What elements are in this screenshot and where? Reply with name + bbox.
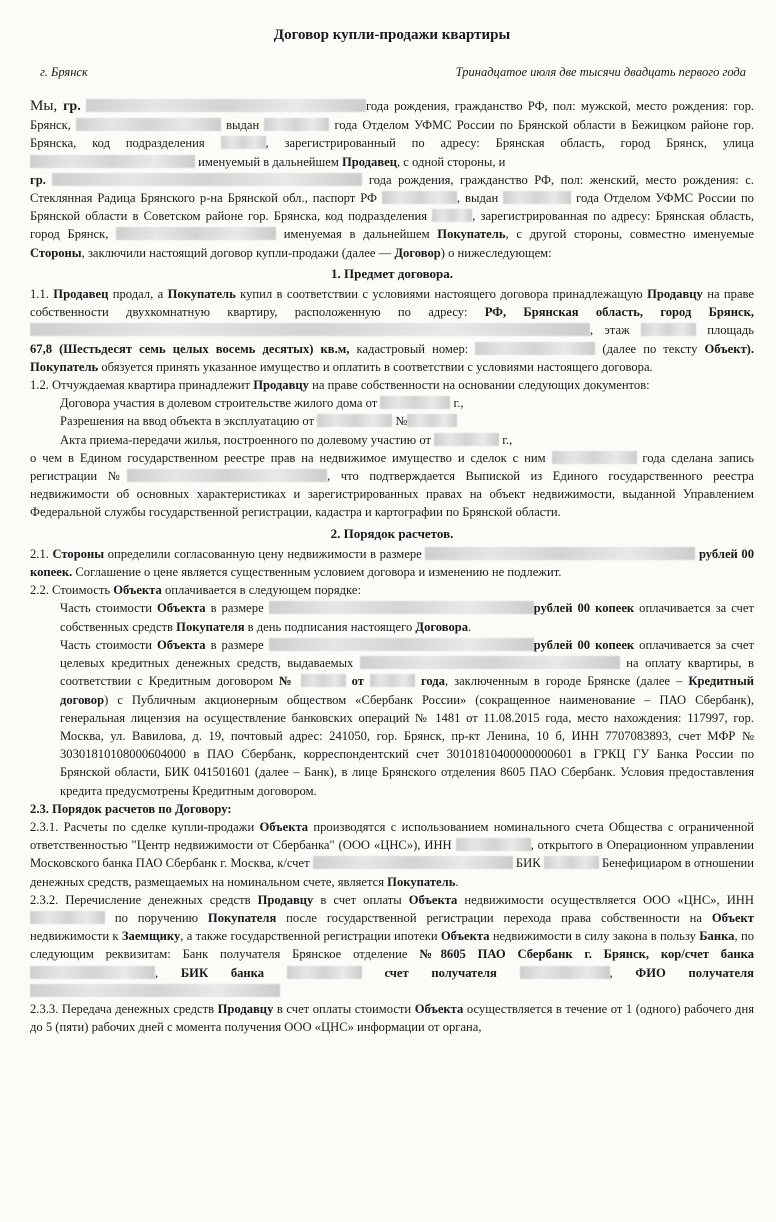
redacted-field — [370, 674, 415, 687]
redacted-field — [382, 191, 457, 204]
redacted-field — [86, 99, 366, 112]
paragraph-2-3-1: 2.3.1. Расчеты по сделке купли-продажи Объекта производятся с использованием номинального счета Общества с ограниченной ответственностью "Центр недвижимости от Сбербанка" (ООО «ЦНС»), ИНН , открытого в Операционном управлении Московского банка ПАО Сбербанк г. Москва, к/счет БИК Бенефициаром в отношении денежных средств, размещаемых на номинальном счете, является Покупатель. — [30, 819, 755, 889]
redacted-field — [30, 155, 195, 168]
section-heading-2-3: 2.3. Порядок расчетов по Договору: — [30, 801, 232, 816]
paragraph-2-3-2: 2.3.2. Перечисление денежных средств Продавцу в счет оплаты Объекта недвижимости осуществляется ООО «ЦНС», ИНН по поручению Покупателя после государственной регистрации перехода права собственности на Объект недвижимости к Заемщику, а также государственной регистрации ипотеки Объекта недвижимости в силу закона в пользу Банка, по следующим реквизитам: Банк получателя Брянское отделение №8605 ПАО Сбербанк г. Брянск, кор/счет банка , БИК банка счет получателя , ФИО получателя — [30, 891, 754, 1000]
paragraph-parties-buyer: гр. года рождения, гражданство РФ, пол: женский, место рождения: с. Стеклянная Радица Брянского р-на Брянской обл., паспорт РФ , выдан года Отделом УФМС России по Брянской области в Советском районе гор. Брянска, код подразделения , зарегистрированная по адресу: Брянская область, город Брянск, именуемая в дальнейшем Покупатель, с другой стороны, совместно именуемые Стороны, заключили настоящий договор купли-продажи (далее — Договор) о нижеследующем: — [30, 172, 754, 260]
redacted-field — [264, 118, 329, 131]
paragraph-2-1: 2.1. Стороны определили согласованную цену недвижимости в размере рублей 00 копеек. Соглашение о цене является существенным условием договора и изменению не подлежит. — [30, 546, 754, 580]
contract-date: Тринадцатое июля две тысячи двадцать первого года — [455, 65, 746, 79]
redacted-field — [221, 136, 266, 149]
redacted-field — [269, 601, 534, 614]
redacted-field — [432, 209, 472, 222]
redacted-field — [30, 323, 590, 336]
redacted-field — [360, 656, 620, 669]
payment-own-funds: Часть стоимости Объекта в размере рублей 00 копеек оплачивается за счет собственных средств Покупателя в день подписания настоящего Договора. — [60, 601, 754, 634]
city: г. Брянск — [40, 65, 88, 79]
section-heading-2: 2. Порядок расчетов. — [330, 525, 454, 541]
redacted-field — [317, 414, 392, 427]
redacted-field — [475, 342, 595, 355]
redacted-field — [30, 984, 280, 997]
redacted-field — [30, 966, 155, 979]
place-date-line — [30, 65, 754, 80]
redacted-field — [30, 911, 105, 924]
redacted-field — [287, 966, 362, 979]
paragraph-2-2: 2.2. Стоимость Объекта оплачивается в следующем порядке: — [30, 583, 361, 598]
paragraph-parties-seller: Мы, гр. года рождения, гражданство РФ, пол: мужской, место рождения: гор. Брянск, выдан года Отделом УФМС России по Брянской области в Бежицком районе гор. Брянска, код подразделения , зарегистрированный по адресу: Брянская область, город Брянск, улица именуемый в дальнейшем Продавец, с одной стороны, и — [30, 98, 755, 169]
paragraph-1-2-registry: о чем в Едином государственном реестре прав на недвижимое имущество и сделок с ним года сделана запись регистрации № , что подтверждается Выпиской из Единого государственного реестра недвижимости об основных характеристиках и зарегистрированных правах на объект недвижимости, выданной Управлением Федеральной службы государственной регистрации, кадастра и картографии по Брянской области. — [30, 450, 754, 520]
redacted-field — [407, 414, 457, 427]
redacted-field — [544, 856, 599, 869]
section-heading-1: 1. Предмет договора. — [330, 265, 454, 281]
redacted-field — [52, 173, 362, 186]
payment-credit-funds: Часть стоимости Объекта в размере рублей 00 копеек оплачивается за счет целевых кредитных денежных средств, выдаваемых на оплату квартиры, в соответствии с Кредитным договором № от года, заключенным в городе Брянске (далее – Кредитный договор) с Публичным акционерным обществом «Сбербанк России» (сокращенное наименование – ПАО Сбербанк), генеральная лицензия на осуществление банковских операций № 1481 от 11.08.2015 года, место нахождения: 117997, гор. Москва, ул. Вавилова, д. 19, почтовый адрес: 241050, гор. Брянск, пр-кт Ленина, 10 б, ИНН 7707083893, счет МФР № 30301810108000604000 в ПАО Сбербанк, корреспондентский счет 30101810400000000601 в ГРКЦ ГУ Банка России по Брянской области, БИК 041501601 (далее – Банк), в лице Брянского отделения 8605 ПАО Сбербанк. Условия предоставления кредита предусмотрены Кредитным договором. — [60, 637, 755, 798]
doc-item-3: Акта приема-передачи жилья, построенного по долевому участию от г., — [60, 432, 513, 447]
redacted-field — [313, 856, 513, 869]
redacted-field — [503, 191, 571, 204]
paragraph-1-1: 1.1. Продавец продал, а Покупатель купил в соответствии с условиями настоящего договора принадлежащую Продавцу на праве собственности двухкомнатную квартиру, расположенную по адресу: РФ, Брянская область, город Брянск, , этаж площадь 67,8 (Шестьдесят семь целых восемь десятых) кв.м, кадастровый номер: (далее по тексту Объект). Покупатель обязуется принять указанное имущество и оплатить в соответствии с условиями настоящего договора. — [30, 287, 755, 374]
redacted-field — [76, 118, 221, 131]
redacted-field — [552, 451, 637, 464]
redacted-field — [456, 838, 531, 851]
redacted-field — [520, 966, 610, 979]
paragraph-2-3-3: 2.3.3. Передача денежных средств Продавцу в счет оплаты стоимости Объекта осуществляется в течение от 1 (одного) рабочего дня до 5 (пяти) рабочих дней с момента получения ООО «ЦНС» информации от органа, — [30, 1001, 754, 1035]
redacted-field — [434, 433, 499, 446]
doc-item-1: Договора участия в долевом строительстве жилого дома от г., — [60, 396, 464, 411]
redacted-field — [116, 227, 276, 240]
contract-title: Договор купли-продажи квартиры — [273, 27, 511, 43]
redacted-field — [425, 547, 695, 560]
redacted-field — [269, 638, 534, 651]
doc-item-2: Разрешения на ввод объекта в эксплуатацию от № — [30, 412, 754, 430]
contract-body — [30, 97, 754, 1036]
paragraph-1-2: 1.2. Отчуждаемая квартира принадлежит Продавцу на праве собственности на основании следующих документов: — [30, 378, 650, 393]
redacted-field — [380, 396, 450, 409]
redacted-field — [301, 674, 346, 687]
redacted-field — [641, 323, 696, 336]
redacted-field — [127, 469, 327, 482]
